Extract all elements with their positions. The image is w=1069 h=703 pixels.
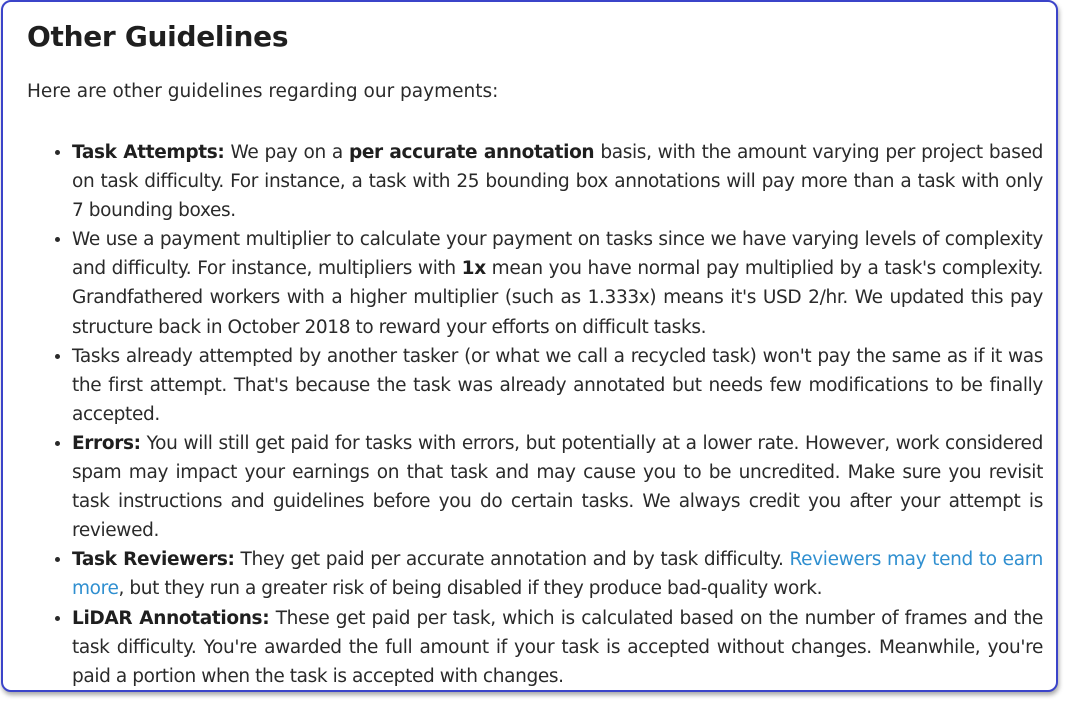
reviewers-earn-more-link[interactable]: Reviewers may tend to earn more bbox=[72, 549, 1043, 600]
item-lead: Task Attempts: bbox=[72, 142, 225, 163]
item-lead: LiDAR Annotations: bbox=[72, 607, 270, 629]
item-text: You will still get paid for tasks with errors, but potentially at a lower rate. However, work considered spam may impact your earnings on that task and may cause you to be uncredited. Make sure you revisit task instructions and guidelines before you do certain tasks. We always credit you after your attempt is reviewed. bbox=[72, 432, 1043, 542]
item-text: , but they run a greater risk of being disabled if they produce bad-quality work. bbox=[118, 578, 823, 600]
item-text: These get paid per task, which is calculated based on the number of frames and the task difficulty. You're awarded the full amount if your task is accepted without changes. Meanwhile, you're paid a portion when the task is accepted with changes. bbox=[72, 607, 1043, 687]
item-lead: Task Reviewers: bbox=[72, 549, 235, 571]
item-text: basis, with the amount varying per project based on task difficulty. For instance, a task with 25 bounding box annotations will pay more than a task with only 7 bounding boxes. bbox=[72, 142, 1043, 222]
list-item-task-reviewers bbox=[72, 545, 1043, 603]
guidelines-list bbox=[23, 138, 1043, 691]
list-item-payment-multiplier bbox=[72, 225, 1043, 341]
item-text: They get paid per accurate annotation and by task difficulty. bbox=[234, 549, 790, 571]
section-title: Other Guidelines bbox=[27, 20, 289, 53]
list-item-recycled-tasks bbox=[72, 342, 1043, 429]
item-text: We pay on a bbox=[224, 142, 349, 163]
list-item-errors bbox=[72, 429, 1043, 545]
item-text: Tasks already attempted by another tasker (or what we call a recycled task) won't pay the same as if it was the first attempt. That's because the task was already annotated but needs few modifications to be finally accepted. bbox=[72, 345, 1043, 425]
item-lead: Errors: bbox=[72, 432, 141, 454]
item-text: We use a payment multiplier to calculate your payment on tasks since we have varying levels of complexity and difficulty. For instance, multipliers with bbox=[72, 229, 1043, 280]
list-item-task-attempts bbox=[72, 138, 1043, 225]
guidelines-panel bbox=[1, 0, 1058, 692]
item-emphasis: per accurate annotation bbox=[348, 142, 595, 163]
list-item-lidar-annotations bbox=[72, 604, 1043, 691]
item-text: mean you have normal pay multiplied by a task's complexity. Grandfathered workers with a higher multiplier (such as 1.333x) means it's USD 2/hr. We updated this pay structure back in October 2018 to reward your efforts on difficult tasks. bbox=[72, 258, 1043, 338]
section-intro: Here are other guidelines regarding our payments: bbox=[27, 81, 499, 102]
item-emphasis: 1x bbox=[461, 258, 486, 280]
